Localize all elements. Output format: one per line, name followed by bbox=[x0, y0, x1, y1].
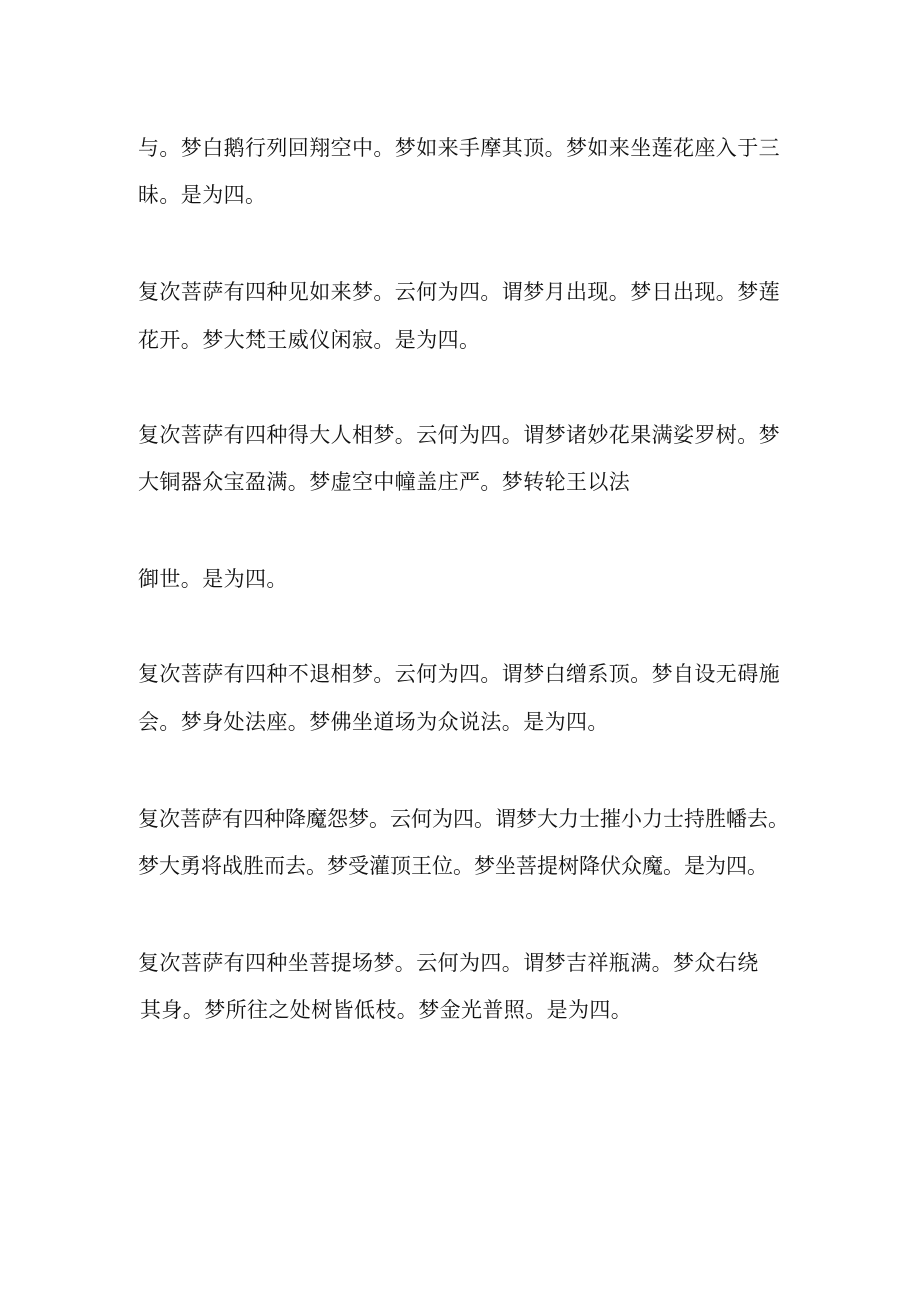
text-line-2: 昧。是为四。 bbox=[138, 183, 267, 207]
text-line-1: 与。梦白鹅行列回翔空中。梦如来手摩其顶。梦如来坐莲花座入于三 bbox=[138, 136, 780, 160]
text-line-7: 御世。是为四。 bbox=[138, 567, 288, 591]
text-line-6: 大铜器众宝盈满。梦虚空中幢盖庄严。梦转轮王以法 bbox=[138, 470, 631, 494]
text-line-13: 其身。梦所往之处树皆低枝。梦金光普照。是为四。 bbox=[140, 998, 633, 1022]
text-line-4: 花开。梦大梵王威仪闲寂。是为四。 bbox=[138, 328, 481, 352]
text-line-9: 会。梦身处法座。梦佛坐道场为众说法。是为四。 bbox=[138, 710, 609, 734]
text-line-3: 复次菩萨有四种见如来梦。云何为四。谓梦月出现。梦日出现。梦莲 bbox=[138, 280, 780, 304]
text-line-11: 梦大勇将战胜而去。梦受灌顶王位。梦坐菩提树降伏众魔。是为四。 bbox=[138, 854, 768, 878]
text-line-10: 复次菩萨有四种降魔怨梦。云何为四。谓梦大力士摧小力士持胜幡去。 bbox=[138, 807, 789, 831]
text-line-12: 复次菩萨有四种坐菩提场梦。云何为四。谓梦吉祥瓶满。梦众右绕 bbox=[138, 951, 759, 975]
text-line-8: 复次菩萨有四种不退相梦。云何为四。谓梦白缯系顶。梦自设无碍施 bbox=[138, 662, 780, 686]
text-line-5: 复次菩萨有四种得大人相梦。云何为四。谓梦诸妙花果满娑罗树。梦 bbox=[138, 423, 780, 447]
